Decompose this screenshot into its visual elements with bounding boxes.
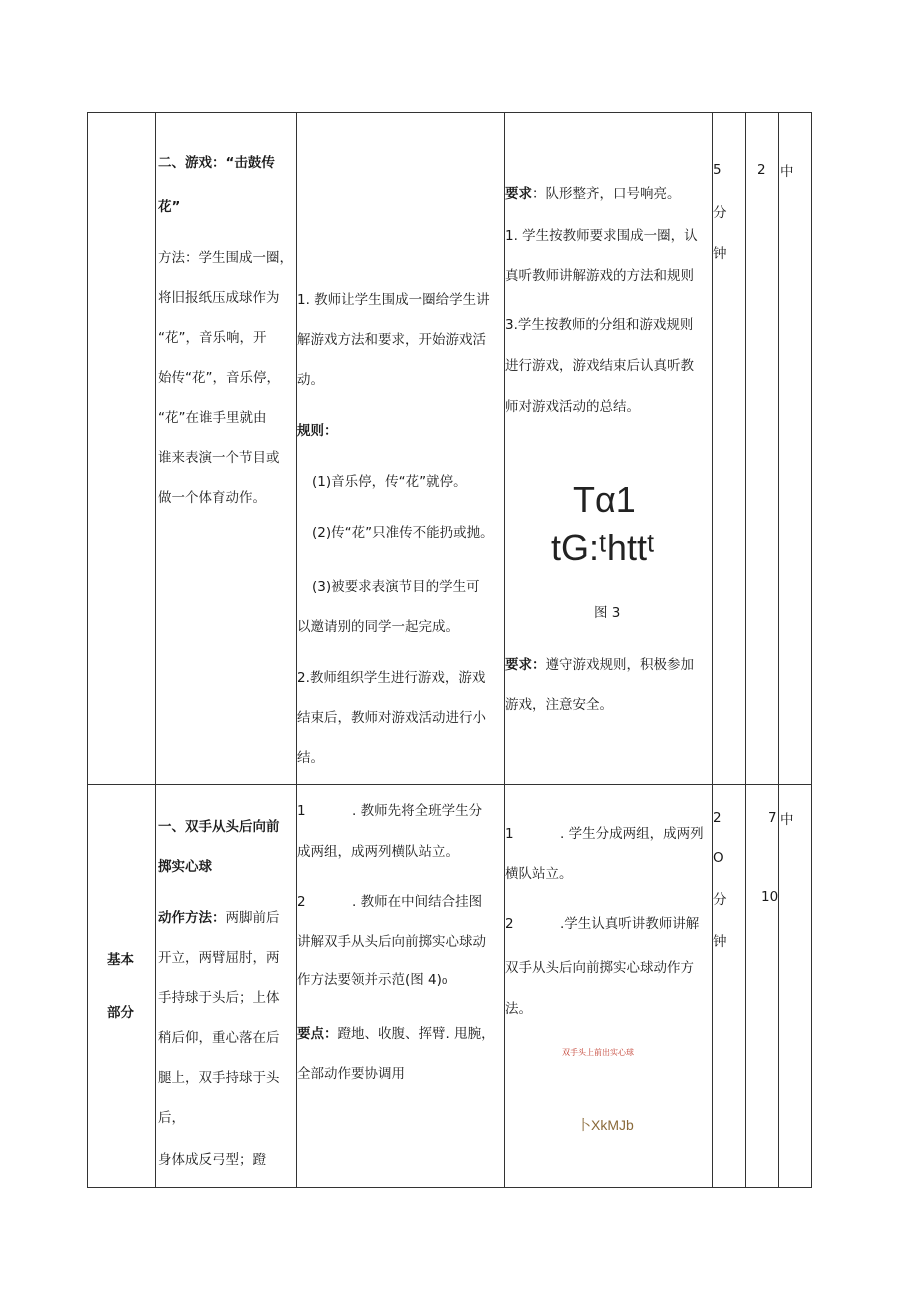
throw-time: O bbox=[713, 850, 724, 866]
game-requirement-text: ：队形整齐，口号响亮。 bbox=[532, 186, 681, 202]
column-divider bbox=[155, 113, 156, 1187]
throw-student-line: .学生认真听讲教师讲解 bbox=[560, 916, 700, 932]
throw-action-line: 稍后仰，重心落在后 bbox=[158, 1030, 280, 1046]
game-rule-item: (1)音乐停，传“花”就停。 bbox=[312, 474, 467, 490]
throw-title-line-1: 一、双手从头后向前 bbox=[158, 819, 280, 835]
throw-teacher-num: 2 bbox=[297, 894, 306, 910]
section-label-line-2: 部分 bbox=[107, 1005, 134, 1021]
game-teacher2-line: 结束后，教师对游戏活动进行小 bbox=[297, 710, 486, 726]
game-requirement-label: 要求 bbox=[505, 186, 532, 202]
game-teacher2-line: 2.教师组织学生进行游戏，游戏 bbox=[297, 670, 486, 686]
game-student-line: 进行游戏，游戏结束后认真听教 bbox=[505, 358, 694, 374]
game-time: 钟 bbox=[713, 246, 727, 262]
game-time: 分 bbox=[713, 205, 727, 221]
throw-student-line: 双手从头后向前掷实心球动作方 bbox=[505, 960, 694, 976]
throw-action-line: 两脚前后 bbox=[225, 910, 280, 926]
game-teacher-line: 解游戏方法和要求，开始游戏活 bbox=[297, 332, 486, 348]
game-requirement-2-text: 遵守游戏规则，积极参加 bbox=[545, 657, 694, 673]
figure-3-caption: 图 3 bbox=[594, 605, 621, 621]
game-title-line-2: 花” bbox=[158, 199, 181, 215]
throw-student-line: . 学生分成两组，成两列 bbox=[560, 826, 704, 842]
game-count: 2 bbox=[757, 162, 766, 178]
throw-time: 2 bbox=[713, 810, 722, 826]
game-method-line: 谁来表演一个节目或 bbox=[158, 450, 280, 466]
throw-title-line-2: 掷实心球 bbox=[158, 859, 212, 875]
figure-4-text: 卜XkMJb bbox=[577, 1117, 634, 1133]
game-rules-label: 规则： bbox=[297, 423, 338, 439]
throw-teacher-line: . 教师在中间结合挂图 bbox=[352, 894, 483, 910]
game-requirement-2-text: 游戏，注意安全。 bbox=[505, 697, 613, 713]
throw-teacher-line: 讲解双手从头后向前掷实心球动 bbox=[297, 934, 486, 950]
throw-teacher-line: 作方法要领并示范(图 4)₀ bbox=[297, 972, 448, 988]
throw-student-num: 2 bbox=[505, 916, 514, 932]
game-requirement-2-label: 要求： bbox=[505, 657, 546, 673]
game-student-line: 师对游戏活动的总结。 bbox=[505, 399, 640, 415]
game-method-line: 始传“花”，音乐停， bbox=[158, 370, 280, 386]
game-student-line: 真听教师讲解游戏的方法和规则 bbox=[505, 268, 694, 284]
figure-3-text-line-2: tG:ᵗhttᵗ bbox=[551, 527, 655, 568]
throw-time: 钟 bbox=[713, 934, 727, 950]
throw-teacher-line: . 教师先将全班学生分 bbox=[352, 803, 483, 819]
game-method-line: 方法：学生围成一圈， bbox=[158, 250, 293, 266]
throw-count: 7 bbox=[768, 810, 777, 826]
throw-intensity: 中 bbox=[780, 812, 794, 828]
throw-action bbox=[158, 908, 280, 928]
game-title-line-1: 二、游戏：“击鼓传 bbox=[158, 155, 275, 171]
game-method-line: “花”，音乐响，开 bbox=[158, 330, 267, 346]
game-method-line: 做一个体育动作。 bbox=[158, 490, 266, 506]
game-teacher-line: 1. 教师让学生围成一圈给学生讲 bbox=[297, 292, 490, 308]
game-teacher2-line: 结。 bbox=[297, 750, 324, 766]
throw-key-text: 蹬地、收腹、挥臂. 甩腕， bbox=[337, 1026, 495, 1042]
game-method-line: “花”在谁手里就由 bbox=[158, 410, 267, 426]
throw-action-line: 手持球于头后；上体 bbox=[158, 990, 280, 1006]
game-student-line: 3.学生按教师的分组和游戏规则 bbox=[505, 317, 694, 333]
throw-action-line: 身体成反弓型；蹬 bbox=[158, 1152, 266, 1168]
throw-student-line: 横队站立。 bbox=[505, 866, 573, 882]
throw-time: 分 bbox=[713, 892, 727, 908]
game-teacher-line: 动。 bbox=[297, 372, 324, 388]
game-requirement-2 bbox=[505, 655, 694, 675]
throw-key-text-2: 全部动作要协调用 bbox=[297, 1066, 405, 1082]
throw-action-label: 动作方法： bbox=[158, 910, 226, 926]
column-divider bbox=[778, 113, 779, 1187]
game-method-line: 将旧报纸压成球作为 bbox=[158, 290, 280, 306]
throw-action-line: 后， bbox=[158, 1110, 185, 1126]
game-rule-item: (2)传“花”只准传不能扔或抛。 bbox=[312, 525, 494, 541]
column-divider bbox=[745, 113, 746, 1187]
game-rule-item: 以邀请别的同学一起完成。 bbox=[297, 619, 459, 635]
section-label-line-1: 基本 bbox=[107, 952, 134, 968]
throw-action-line: 开立，两臂屈肘，两 bbox=[158, 950, 280, 966]
game-time: 5 bbox=[713, 162, 722, 178]
throw-student-line: 法。 bbox=[505, 1001, 532, 1017]
throw-action-line: 腿上，双手持球于头 bbox=[158, 1070, 280, 1086]
game-requirement bbox=[505, 184, 681, 204]
throw-key-points bbox=[297, 1024, 495, 1044]
row-divider bbox=[88, 784, 811, 785]
throw-teacher-line: 成两组，成两列横队站立。 bbox=[297, 844, 459, 860]
figure-3-text-line-1: Tα1 bbox=[573, 479, 636, 520]
throw-teacher-num: 1 bbox=[297, 803, 306, 819]
game-student-line: 1. 学生按教师要求围成一圈，认 bbox=[505, 228, 698, 244]
throw-student-num: 1 bbox=[505, 826, 514, 842]
throw-key-label: 要点： bbox=[297, 1026, 338, 1042]
throw-count: 10 bbox=[761, 889, 779, 905]
figure-4-small-caption: 双手头上前出实心球 bbox=[562, 1048, 634, 1057]
column-divider bbox=[712, 113, 713, 1187]
game-rule-item: (3)被要求表演节目的学生可 bbox=[312, 579, 480, 595]
game-intensity: 中 bbox=[780, 164, 794, 180]
